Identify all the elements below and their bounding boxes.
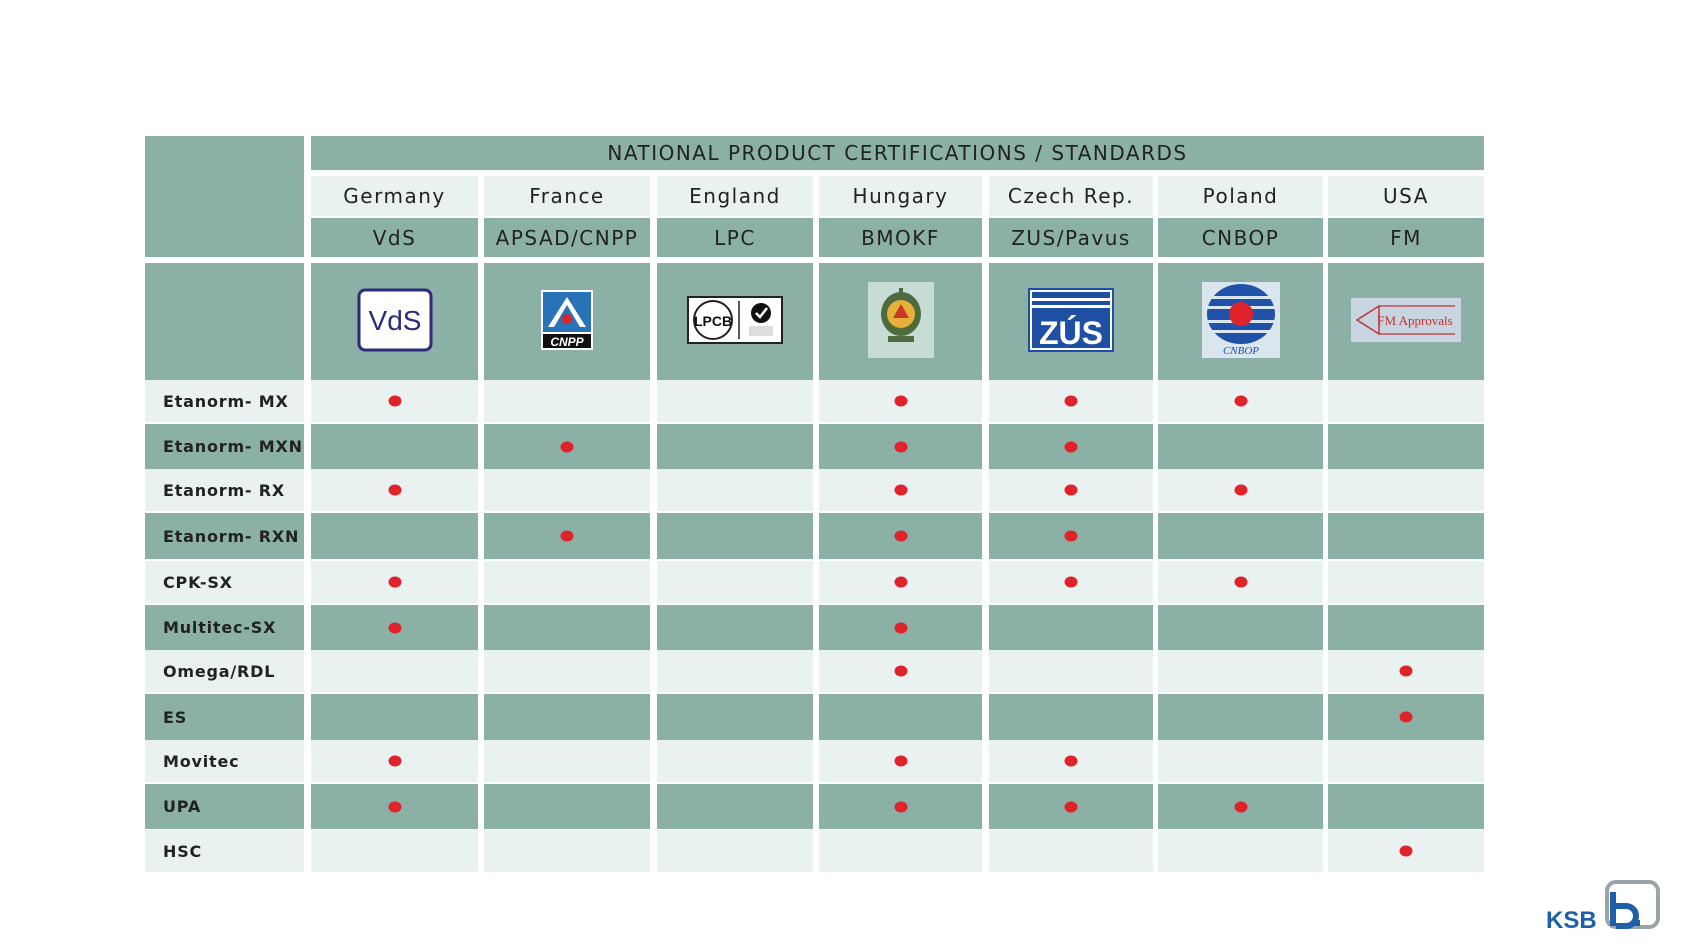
certification-body-header: BMOKF xyxy=(819,218,982,257)
table-cell xyxy=(1158,784,1323,829)
table-cell xyxy=(989,694,1153,740)
svg-text:ZÚS: ZÚS xyxy=(1039,314,1103,351)
table-cell xyxy=(819,650,982,692)
logo-cell xyxy=(819,263,982,380)
certification-body-header: APSAD/CNPP xyxy=(484,218,650,257)
table-cell xyxy=(1328,380,1484,422)
certification-body-header: ZUS/Pavus xyxy=(989,218,1153,257)
country-header: Czech Rep. xyxy=(989,176,1153,216)
certified-dot xyxy=(561,441,574,452)
certified-dot xyxy=(1400,712,1413,723)
certified-dot xyxy=(1234,577,1247,588)
certified-dot xyxy=(1234,801,1247,812)
table-cell xyxy=(989,561,1153,603)
country-header: Poland xyxy=(1158,176,1323,216)
table-cell xyxy=(1158,513,1323,559)
table-cell xyxy=(657,513,813,559)
product-label: ES xyxy=(145,694,304,740)
table-cell xyxy=(484,513,650,559)
svg-text:FM Approvals: FM Approvals xyxy=(1377,312,1453,328)
table-cell xyxy=(657,561,813,603)
lpcb-logo xyxy=(687,296,783,348)
table-cell xyxy=(819,740,982,782)
table-cell xyxy=(1328,740,1484,782)
product-label: HSC xyxy=(145,830,304,872)
table-cell xyxy=(484,694,650,740)
table-cell xyxy=(484,469,650,511)
certified-dot xyxy=(894,622,907,633)
country-header: Germany xyxy=(311,176,478,216)
table-cell xyxy=(657,650,813,692)
vds-logo xyxy=(357,288,433,356)
table-cell xyxy=(819,380,982,422)
table-cell xyxy=(819,469,982,511)
ksb-logo-graphic xyxy=(1544,880,1664,932)
svg-text:KSB: KSB xyxy=(1546,907,1597,932)
table-cell xyxy=(1158,424,1323,469)
certified-dot xyxy=(1234,396,1247,407)
country-header: England xyxy=(657,176,813,216)
table-cell xyxy=(484,650,650,692)
certified-dot xyxy=(1065,531,1078,542)
table-cell xyxy=(819,513,982,559)
product-label: Omega/RDL xyxy=(145,650,304,692)
table-cell xyxy=(311,605,478,650)
svg-text:VdS: VdS xyxy=(368,304,421,336)
table-cell xyxy=(311,561,478,603)
svg-text:LPCB: LPCB xyxy=(693,312,733,329)
table-cell xyxy=(657,380,813,422)
certification-body-header: FM xyxy=(1328,218,1484,257)
certified-dot xyxy=(1065,756,1078,767)
logo-cell xyxy=(1158,263,1323,380)
certified-dot xyxy=(1065,441,1078,452)
table-cell xyxy=(311,469,478,511)
table-cell xyxy=(1158,650,1323,692)
corner-logo-cell xyxy=(145,263,304,380)
table-cell xyxy=(657,469,813,511)
table-cell xyxy=(819,830,982,872)
table-cell xyxy=(484,561,650,603)
table-cell xyxy=(657,830,813,872)
table-cell xyxy=(1328,424,1484,469)
table-cell xyxy=(1158,561,1323,603)
table-cell xyxy=(989,605,1153,650)
product-label: Etanorm- MX xyxy=(145,380,304,422)
certified-dot xyxy=(1065,396,1078,407)
certified-dot xyxy=(894,531,907,542)
ksb-logo xyxy=(1544,880,1664,932)
logo-cell xyxy=(1328,263,1484,380)
logo-cell xyxy=(311,263,478,380)
certified-dot xyxy=(388,801,401,812)
certified-dot xyxy=(388,756,401,767)
logo-cell xyxy=(989,263,1153,380)
table-cell xyxy=(311,424,478,469)
certified-dot xyxy=(1065,485,1078,496)
certified-dot xyxy=(388,622,401,633)
table-cell xyxy=(989,424,1153,469)
table-cell xyxy=(819,561,982,603)
table-cell xyxy=(311,380,478,422)
table-cell xyxy=(1158,605,1323,650)
table-cell xyxy=(989,513,1153,559)
table-cell xyxy=(989,784,1153,829)
table-cell xyxy=(1328,650,1484,692)
table-cell xyxy=(311,740,478,782)
table-cell xyxy=(484,380,650,422)
certified-dot xyxy=(894,801,907,812)
table-cell xyxy=(989,740,1153,782)
table-cell xyxy=(311,650,478,692)
table-cell xyxy=(311,513,478,559)
certified-dot xyxy=(1065,801,1078,812)
table-cell xyxy=(484,784,650,829)
logo-cell xyxy=(657,263,813,380)
cnbop-logo xyxy=(1202,282,1280,362)
table-cell xyxy=(819,784,982,829)
certified-dot xyxy=(894,396,907,407)
table-cell xyxy=(657,694,813,740)
table-cell xyxy=(1328,605,1484,650)
zus-logo xyxy=(1028,288,1114,356)
table-cell xyxy=(1328,830,1484,872)
certified-dot xyxy=(894,756,907,767)
certified-dot xyxy=(561,531,574,542)
table-title: NATIONAL PRODUCT CERTIFICATIONS / STANDARDS xyxy=(311,136,1484,170)
certification-body-header: LPC xyxy=(657,218,813,257)
table-cell xyxy=(1158,740,1323,782)
certification-body-header: CNBOP xyxy=(1158,218,1323,257)
certification-body-header: VdS xyxy=(311,218,478,257)
table-cell xyxy=(1328,469,1484,511)
table-cell xyxy=(1158,694,1323,740)
table-cell xyxy=(311,694,478,740)
table-cell xyxy=(819,694,982,740)
table-cell xyxy=(1328,694,1484,740)
table-cell xyxy=(657,740,813,782)
corner-header-cell xyxy=(145,136,304,257)
fm-approvals-logo xyxy=(1351,298,1461,346)
table-cell xyxy=(657,424,813,469)
table-cell xyxy=(819,605,982,650)
table-cell xyxy=(484,830,650,872)
table-cell xyxy=(657,784,813,829)
svg-text:CNPP: CNPP xyxy=(550,334,584,349)
table-cell xyxy=(657,605,813,650)
product-label: CPK-SX xyxy=(145,561,304,603)
table-cell xyxy=(1328,784,1484,829)
certified-dot xyxy=(894,485,907,496)
bmokf-emblem xyxy=(868,282,934,362)
svg-text:CNBOP: CNBOP xyxy=(1222,344,1259,357)
certified-dot xyxy=(388,396,401,407)
table-cell xyxy=(989,650,1153,692)
certified-dot xyxy=(1065,577,1078,588)
product-label: UPA xyxy=(145,784,304,829)
table-cell xyxy=(1158,830,1323,872)
table-cell xyxy=(989,469,1153,511)
certified-dot xyxy=(1400,666,1413,677)
logo-cell xyxy=(484,263,650,380)
country-header: USA xyxy=(1328,176,1484,216)
product-label: Etanorm- RXN xyxy=(145,513,304,559)
cnpp-logo xyxy=(540,289,594,355)
table-cell xyxy=(1158,469,1323,511)
table-cell xyxy=(989,380,1153,422)
table-cell xyxy=(1158,380,1323,422)
table-cell xyxy=(311,830,478,872)
table-cell xyxy=(311,784,478,829)
table-cell xyxy=(484,740,650,782)
certified-dot xyxy=(1234,485,1247,496)
product-label: Etanorm- MXN xyxy=(145,424,304,469)
certified-dot xyxy=(894,577,907,588)
product-label: Etanorm- RX xyxy=(145,469,304,511)
table-cell xyxy=(484,424,650,469)
table-cell xyxy=(1328,513,1484,559)
product-label: Multitec-SX xyxy=(145,605,304,650)
certified-dot xyxy=(894,666,907,677)
country-header: Hungary xyxy=(819,176,982,216)
table-cell xyxy=(819,424,982,469)
certified-dot xyxy=(1400,846,1413,857)
certified-dot xyxy=(388,485,401,496)
table-cell xyxy=(1328,561,1484,603)
table-cell xyxy=(989,830,1153,872)
certified-dot xyxy=(388,577,401,588)
table-cell xyxy=(484,605,650,650)
country-header: France xyxy=(484,176,650,216)
product-label: Movitec xyxy=(145,740,304,782)
certified-dot xyxy=(894,441,907,452)
